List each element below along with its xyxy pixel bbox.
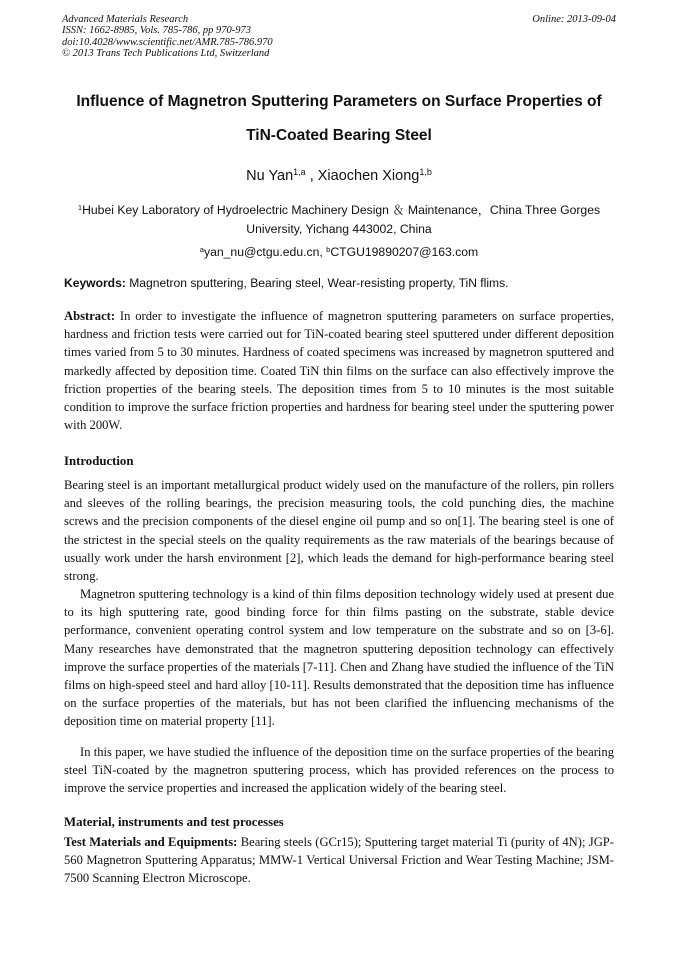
affiliation-line-2: University, Yichang 443002, China	[246, 222, 432, 236]
abstract-label: Abstract:	[64, 309, 116, 323]
email-link[interactable]: CTGU19890207@163.com	[330, 245, 479, 259]
email-line	[40, 243, 638, 262]
intro-paragraph-1: Bearing steel is an important metallurgical product widely used on the manufacture of the rollers, pin rollers and sleeves of the rolling bearings, the precision measuring tools, the cold punching dies, the machine screws and the precision components of the diesel engine oil pump and so on[1]. The bearing steel is one of the strictest in the special steels on the quality requirements as the raw materials of the bearings because of usually work under the harsh environment [2], which leads the demand for high-performance bearing steel strong.	[64, 478, 614, 584]
journal-name: Advanced Materials Research	[62, 14, 189, 25]
affiliation	[40, 201, 638, 239]
intro-paragraph-3: In this paper, we have studied the influence of the deposition time on the surface properties of the bearing steel TiN-coated by the magnetron sputtering process, which has provided references on the process to improve the service properties and increased the application widely of the bearing steel.	[64, 745, 614, 796]
materials-paragraph	[64, 833, 614, 888]
section-heading-materials: Material, instruments and test processes	[64, 815, 284, 829]
doi-line: doi:10.4028/www.scientific.net/AMR.785-786.970	[62, 36, 273, 48]
affiliation-superscript: 1	[77, 202, 83, 212]
author-name: Nu Yan	[246, 168, 294, 184]
paper-title-line-1: Influence of Magnetron Sputtering Parameters on Surface Properties of	[76, 93, 602, 110]
author-superscript: 1,b	[419, 167, 432, 178]
section-heading-introduction: Introduction	[64, 454, 134, 468]
keywords-text: Magnetron sputtering, Bearing steel, Wear-resisting property, TiN flims.	[125, 276, 509, 290]
author-list	[40, 168, 638, 184]
issn-line: ISSN: 1662-8985, Vols. 785-786, pp 970-973	[62, 25, 251, 37]
materials-label: Test Materials and Equipments:	[64, 835, 238, 849]
author-separator: ,	[305, 168, 318, 184]
email-superscript: a	[199, 244, 204, 254]
affiliation-line-1: $^1$Hubei Key Laboratory of Hydroelectric Machinery Design ＆ Maintenance，China Three Gorges	[77, 202, 601, 217]
abstract	[64, 307, 614, 434]
intro-paragraph-2: Magnetron sputtering technology is a kind of thin films deposition technology widely used at present due to its high sputtering rate, good binding force for thin films pasting on the substrate, stable device performance, convenient operating control system and low temperature on the substrate and so on [3-6]. Many researches have demonstrated that the magnetron sputtering deposition technology can effectively improve the surface properties of the materials [7-11]. Chen and Zhang have studied the influence of the TiN films on high-speed steel and hard alloy [10-11]. Results demonstrated that the deposition time has influence on the surface properties of the materials, but has not been clarified the influencing mechanisms of the deposition time on material property [11].	[64, 587, 614, 729]
abstract-text: In order to investigate the influence of magnetron sputtering parameters on surface properties, hardness and friction tests were carried out for TiN-coated bearing steel sputtered under different deposition times varied from 5 to 30 minutes. Hardness of coated specimens was increased by magnetron sputtered and markedly affected by deposition time. Coated TiN thin films on the surface can also effectively improve the friction properties of the bearing steels. The deposition times from 5 to 10 minutes is the most suitable condition to improve the surface friction properties and hardness for bearing steel under the sputtering power with 200W.	[64, 309, 614, 433]
author-superscript: 1,a	[293, 167, 306, 178]
author-name: Xiaochen Xiong	[317, 168, 420, 184]
keywords	[64, 276, 614, 290]
online-date: Online: 2013-09-04	[532, 14, 616, 25]
materials-text: Bearing steels (GCr15); Sputtering target material Ti (purity of 4N); JGP-560 Magnetron Sputtering Apparatus; MMW-1 Vertical Universal Friction and Wear Testing Machine; JSM-7500 Scanning Electron Microscope.	[64, 835, 614, 886]
email-superscript: b	[326, 244, 331, 254]
copyright-line: © 2013 Trans Tech Publications Ltd, Switzerland	[62, 48, 270, 60]
running-header	[62, 14, 616, 60]
paper-title-line-2: TiN-Coated Bearing Steel	[246, 127, 432, 144]
keywords-label: Keywords:	[64, 276, 126, 290]
email-link[interactable]: yan_nu@ctgu.edu.cn,	[203, 245, 327, 259]
